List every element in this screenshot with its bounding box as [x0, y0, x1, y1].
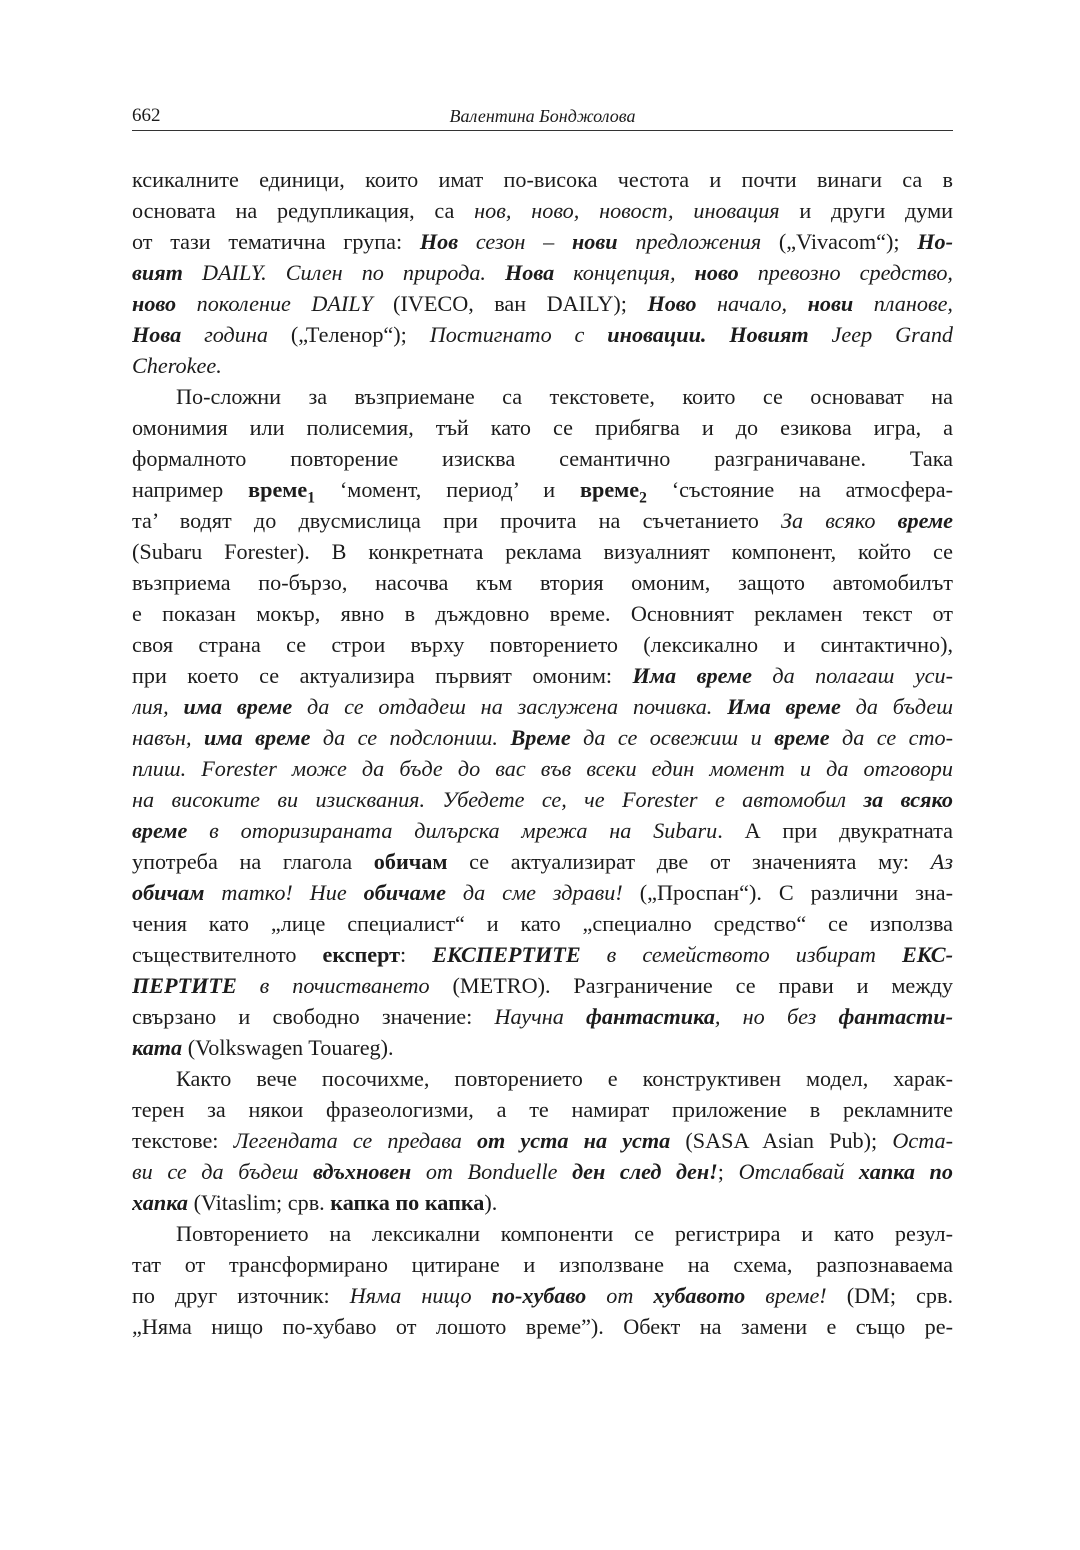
text-segment: хубавото [653, 1283, 746, 1308]
text-segment: формалното повторение изисква семантично разграничаване. Така [132, 446, 953, 471]
text-segment: в семейството избират [580, 942, 902, 967]
text-line [132, 691, 953, 722]
text-segment: да полагаш уси- [751, 663, 953, 688]
text-segment: експерт [322, 942, 401, 967]
text-line [132, 598, 953, 629]
text-segment: Аз [930, 849, 953, 874]
text-segment: поколение DAILY [176, 291, 373, 316]
text-line [132, 1156, 953, 1187]
text-line [132, 381, 953, 412]
text-segment: ви се да бъдеш [132, 1159, 314, 1184]
text-segment: вият [132, 260, 183, 285]
text-segment: Както вече посочихме, повторението е конструктивен модел, харак- [176, 1066, 953, 1091]
text-segment: да се сто- [829, 725, 953, 750]
text-segment: Научна [494, 1004, 587, 1029]
text-segment: обичаме [363, 880, 446, 905]
text-segment: да сме здрави! [445, 880, 623, 905]
text-segment: ПЕРТИТЕ [132, 973, 237, 998]
text-line [132, 1187, 953, 1218]
text-segment: (SASA Asian Pub); [670, 1128, 893, 1153]
text-segment: предложения [617, 229, 762, 254]
text-segment: хапка [132, 1190, 189, 1215]
text-segment: 1 [307, 489, 316, 505]
text-segment: 2 [639, 489, 647, 505]
text-line [132, 722, 953, 753]
text-segment: терен за някои фразеологизми, а те намират приложение в рекламните [132, 1097, 953, 1122]
text-segment: чения като „лице специалист“ и като „специално средство“ се използва [132, 911, 953, 936]
text-segment: фантастика [586, 1004, 715, 1029]
text-line [132, 908, 953, 939]
text-segment: концепция, [554, 260, 695, 285]
text-segment: се актуализират две от значенията му: [447, 849, 931, 874]
text-line [132, 505, 953, 536]
text-segment: (IVECO, ван DAILY); [372, 291, 648, 316]
text-segment: За всяко [781, 508, 898, 533]
text-line [132, 1125, 953, 1156]
text-line [132, 939, 953, 970]
text-line [132, 846, 953, 877]
text-segment: при което се актуализира първият омоним: [132, 663, 633, 688]
text-segment: е показан мокър, явно в дъждовно време. Основният рекламен текст от [132, 601, 953, 626]
text-segment: да бъдеш [840, 694, 953, 719]
text-segment: Нова [132, 322, 182, 347]
text-segment: да се освежиш и [570, 725, 775, 750]
text-segment: време [132, 818, 188, 843]
text-segment: ново [132, 291, 177, 316]
text-segment: Легендата се предава [233, 1128, 477, 1153]
text-segment: свързано и свободно значение: [132, 1004, 495, 1029]
text-segment: за всяко [863, 787, 953, 812]
text-line [132, 1280, 953, 1311]
text-segment: употреба на глагола [132, 849, 374, 874]
text-segment: хапка по [858, 1159, 953, 1184]
text-line [132, 629, 953, 660]
text-segment: Cherokee. [132, 353, 222, 378]
text-segment: и други думи [779, 198, 953, 223]
text-segment: Отслабвай [738, 1159, 859, 1184]
text-segment: По-сложни за възприемане са текстовете, които се основават на [176, 384, 953, 409]
text-segment: Има време [727, 694, 841, 719]
page-number: 662 [132, 105, 161, 126]
text-segment: нови [807, 291, 854, 316]
text-line [132, 1063, 953, 1094]
text-segment: ЕКСПЕРТИТЕ [432, 942, 581, 967]
text-segment: възприема по-бързо, насочва към втория омоним, защото автомобилът [132, 570, 953, 595]
body-text [132, 164, 953, 1342]
text-segment: време [897, 508, 953, 533]
text-line [132, 1311, 953, 1342]
text-line [132, 660, 953, 691]
text-segment: да се подслониш. [310, 725, 511, 750]
text-line [132, 319, 953, 350]
text-segment: DAILY. Силен по природа. [182, 260, 505, 285]
text-segment: та’ водят до двусмислица при прочита на съчетанието [132, 508, 782, 533]
text-segment: Ново [647, 291, 697, 316]
text-segment: ден след ден! [572, 1159, 718, 1184]
text-segment: текстове: [132, 1128, 234, 1153]
text-segment: има време [203, 725, 311, 750]
text-segment: в почистването [236, 973, 430, 998]
text-line [132, 1094, 953, 1125]
text-segment: нови [571, 229, 618, 254]
text-segment: ново [694, 260, 739, 285]
text-segment: Нова [505, 260, 555, 285]
text-segment: вдъхновен [313, 1159, 412, 1184]
text-segment: в оторизираната дилърска мрежа на Subaru [187, 818, 718, 843]
text-segment: ). [484, 1190, 498, 1215]
text-line [132, 288, 953, 319]
text-line [132, 257, 953, 288]
text-line [132, 536, 953, 567]
text-segment: време! [745, 1283, 827, 1308]
text-segment: превозно средство, [738, 260, 953, 285]
text-segment: по-хубаво [491, 1283, 587, 1308]
text-segment: Няма нищо [349, 1283, 492, 1308]
text-segment: от уста на уста [476, 1128, 671, 1153]
text-segment: обичам [373, 849, 448, 874]
text-segment: (DM; срв. [826, 1283, 953, 1308]
text-segment: („Теленор“); [267, 322, 430, 347]
text-segment: сезон – [458, 229, 572, 254]
text-segment: по друг източник: [132, 1283, 350, 1308]
text-line [132, 815, 953, 846]
text-segment: от [586, 1283, 654, 1308]
text-segment: ‘състояние на атмосфера- [646, 477, 953, 502]
text-segment: на високите ви изисквания. Убедете се, че Forester е автомобил [132, 787, 864, 812]
text-segment: планове, [853, 291, 953, 316]
text-segment: (Vitaslim; срв. [188, 1190, 331, 1215]
text-segment: Нов [419, 229, 459, 254]
text-segment: има време [183, 694, 293, 719]
text-segment: ; [717, 1159, 739, 1184]
text-segment: ката [132, 1035, 183, 1060]
text-segment: . А при двукратната [717, 818, 953, 843]
text-segment: Но- [917, 229, 953, 254]
text-segment: ксикалните единици, които имат по-висока честота и почти винаги са в [132, 167, 953, 192]
text-segment: ‘момент, период’ и [315, 477, 580, 502]
text-segment: навън, [132, 725, 204, 750]
text-segment: , но без [714, 1004, 839, 1029]
text-segment: обичам [132, 880, 205, 905]
text-segment: съществителното [132, 942, 323, 967]
text-segment: фантасти- [838, 1004, 953, 1029]
text-segment: нов, ново, новост, иновация [474, 198, 780, 223]
text-segment: лия, [132, 694, 184, 719]
text-segment: („Vivacom“); [761, 229, 918, 254]
text-segment: татко! Ние [204, 880, 364, 905]
text-line [132, 1218, 953, 1249]
text-segment: : [400, 942, 433, 967]
text-segment: Jeep Grand [808, 322, 953, 347]
text-segment: време [248, 477, 308, 502]
text-line [132, 1249, 953, 1280]
text-line [132, 1032, 953, 1063]
text-line [132, 195, 953, 226]
text-segment: ЕКС- [902, 942, 953, 967]
text-line [132, 412, 953, 443]
text-segment: иновации. Новият [607, 322, 809, 347]
text-segment: основата на редупликация, са [132, 198, 475, 223]
text-segment: Има време [632, 663, 752, 688]
text-segment: „Няма нищо по-хубаво от лошото време”). Обект на замени е също ре- [132, 1314, 953, 1339]
text-line [132, 226, 953, 257]
text-segment: време [774, 725, 830, 750]
text-segment: начало, [696, 291, 808, 316]
text-line [132, 443, 953, 474]
text-segment: омонимия или полисемия, тъй като се прибягва и до езикова игра, а [132, 415, 953, 440]
text-segment: Повторението на лексикални компоненти се регистрира и като резул- [176, 1221, 953, 1246]
text-segment: Постигнато с [429, 322, 608, 347]
text-line [132, 877, 953, 908]
text-segment: година [181, 322, 268, 347]
text-segment: Оста- [892, 1128, 953, 1153]
text-line [132, 567, 953, 598]
text-segment: Време [510, 725, 571, 750]
text-line [132, 474, 953, 505]
text-segment: своя страна се строи върху повторението (лексикално и синтактично), [132, 632, 953, 657]
text-line [132, 350, 953, 381]
text-line [132, 1001, 953, 1032]
text-segment: тат от трансформирано цитиране и използване на схема, разпознаваема [132, 1252, 953, 1277]
header-rule [132, 130, 953, 131]
text-segment: например [132, 477, 249, 502]
text-line [132, 784, 953, 815]
text-segment: време [580, 477, 640, 502]
text-segment: да се отдадеш на заслужена почивка. [292, 694, 728, 719]
running-head-author: Валентина Бонджолова [449, 106, 636, 126]
text-segment: (METRO). Разграничение се прави и между [429, 973, 953, 998]
running-header [132, 103, 953, 129]
text-segment: от Bonduelle [411, 1159, 573, 1184]
text-line [132, 164, 953, 195]
text-segment: (Subaru Forester). В конкретната реклама визуалният компонент, който се [132, 539, 953, 564]
text-segment: капка по капка [330, 1190, 485, 1215]
text-segment: от тази тематична група: [132, 229, 420, 254]
text-segment: („Проспан“). С различни зна- [622, 880, 953, 905]
text-line [132, 970, 953, 1001]
text-segment: (Volkswagen Touareg). [182, 1035, 394, 1060]
text-segment: плиш. Forester може да бъде до вас във всеки един момент и да отговори [132, 756, 953, 781]
text-line [132, 753, 953, 784]
